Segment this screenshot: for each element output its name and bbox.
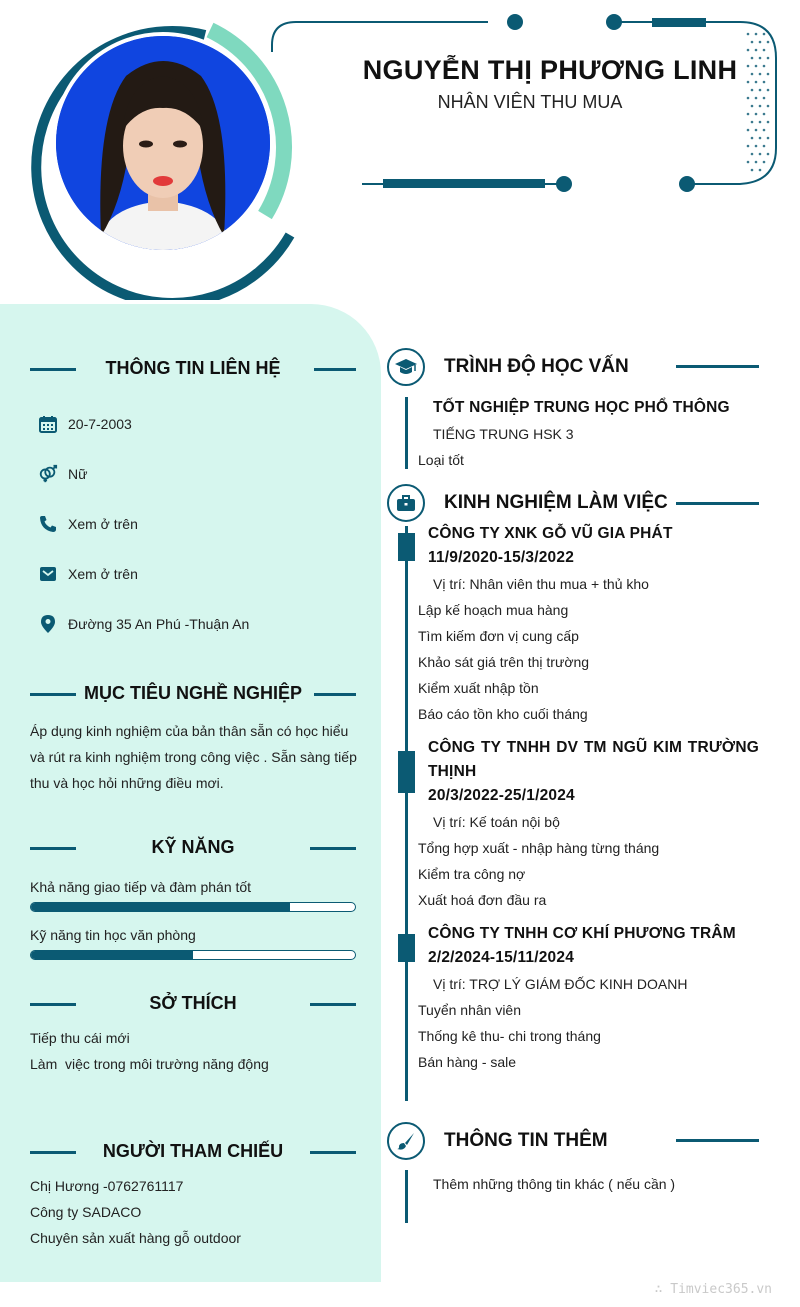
reference-item: Chị Hương -0762761117 bbox=[30, 1178, 184, 1194]
contact-email bbox=[38, 562, 138, 586]
contact-address bbox=[38, 612, 249, 636]
divider-line bbox=[310, 847, 356, 850]
job-period: 11/9/2020-15/3/2022 bbox=[428, 549, 575, 566]
watermark: ∴ Timviec365.vn bbox=[654, 1282, 772, 1297]
contact-gender bbox=[38, 462, 87, 486]
divider-line bbox=[314, 368, 356, 371]
job-task: Tổng hợp xuất - nhập hàng từng tháng bbox=[418, 840, 660, 856]
job-company: CÔNG TY TNHH CƠ KHÍ PHƯƠNG TRÂM bbox=[428, 925, 736, 942]
education-grade: Loại tốt bbox=[418, 452, 464, 468]
education-major: TIẾNG TRUNG HSK 3 bbox=[433, 426, 574, 442]
contact-text: Nữ bbox=[68, 466, 88, 482]
contact-text: Xem ở trên bbox=[68, 566, 138, 582]
skill-bar bbox=[30, 950, 356, 960]
education-title: TRÌNH ĐỘ HỌC VẤN bbox=[444, 356, 629, 377]
gender-icon bbox=[38, 464, 58, 484]
hobby-item: Làm việc trong môi trường năng động bbox=[30, 1056, 269, 1072]
divider-line bbox=[676, 1139, 759, 1142]
paintbrush-icon bbox=[387, 1122, 425, 1160]
watermark-text: Timviec365.vn bbox=[670, 1282, 772, 1297]
contact-phone bbox=[38, 512, 138, 536]
hobbies-title: SỞ THÍCH bbox=[149, 993, 237, 1013]
job-task: Thống kê thu- chi trong tháng bbox=[418, 1028, 601, 1044]
objective-title: MỤC TIÊU NGHỀ NGHIỆP bbox=[83, 683, 302, 703]
reference-item: Công ty SADACO bbox=[30, 1204, 142, 1220]
job-period: 2/2/2024-15/11/2024 bbox=[428, 949, 575, 966]
skill-label: Khả năng giao tiếp và đàm phán tốt bbox=[30, 879, 252, 895]
briefcase-icon bbox=[387, 484, 425, 522]
extra-title: THÔNG TIN THÊM bbox=[444, 1130, 608, 1151]
contact-text: 20-7-2003 bbox=[68, 416, 132, 432]
divider-line bbox=[676, 365, 759, 368]
objective-line: thu và học hỏi những điều mơi. bbox=[30, 775, 224, 791]
portrait-image bbox=[56, 36, 270, 250]
job-period: 20/3/2022-25/1/2024 bbox=[428, 787, 575, 804]
skill-bar-fill bbox=[31, 951, 193, 959]
email-icon bbox=[38, 564, 58, 584]
timeline-marker bbox=[398, 934, 415, 962]
references-title: NGƯỜI THAM CHIẾU bbox=[102, 1141, 284, 1161]
education-school: TỐT NGHIỆP TRUNG HỌC PHỔ THÔNG bbox=[433, 399, 730, 416]
divider-line bbox=[310, 1003, 356, 1006]
job-task: Kiểm tra công nợ bbox=[418, 866, 526, 882]
reference-item: Chuyên sản xuất hàng gỗ outdoor bbox=[30, 1230, 241, 1246]
divider-line bbox=[314, 693, 356, 696]
calendar-icon bbox=[38, 414, 58, 434]
job-task: Xuất hoá đơn đầu ra bbox=[418, 892, 547, 908]
divider-line bbox=[30, 1003, 76, 1006]
extra-text: Thêm những thông tin khác ( nếu cần ) bbox=[433, 1176, 676, 1192]
objective-line: và rút ra kinh nghiệm trong công việc . Sẵn sàng tiếp bbox=[30, 749, 357, 765]
job-task: Lập kế hoạch mua hàng bbox=[418, 602, 569, 618]
divider-line bbox=[310, 1151, 356, 1154]
contact-birthday bbox=[38, 412, 132, 436]
candidate-name: NGUYỄN THỊ PHƯƠNG LINH bbox=[362, 55, 738, 85]
skill-bar-fill bbox=[31, 903, 290, 911]
job-task: Tìm kiếm đơn vị cung cấp bbox=[418, 628, 579, 644]
objective-line: Áp dụng kinh nghiệm của bản thân sẵn có học hiểu bbox=[30, 723, 349, 739]
job-task: Khảo sát giá trên thị trường bbox=[418, 654, 590, 670]
timeline-line bbox=[405, 397, 408, 469]
graduation-cap-icon bbox=[387, 348, 425, 386]
divider-line bbox=[30, 847, 76, 850]
job-title: NHÂN VIÊN THU MUA bbox=[437, 92, 623, 112]
objective-text bbox=[30, 718, 370, 796]
job-position: Vị trí: TRỢ LÝ GIÁM ĐỐC KINH DOANH bbox=[433, 976, 688, 992]
divider-line bbox=[30, 368, 76, 371]
skill-bar bbox=[30, 902, 356, 912]
job-task: Tuyển nhân viên bbox=[418, 1002, 521, 1018]
divider-line bbox=[30, 1151, 76, 1154]
divider-line bbox=[30, 693, 76, 696]
contact-text: Đường 35 An Phú -Thuận An bbox=[68, 616, 250, 632]
timeline-line bbox=[405, 526, 408, 1101]
divider-line bbox=[676, 502, 759, 505]
job-position: Vị trí: Kế toán nội bộ bbox=[433, 814, 560, 830]
job-position: Vị trí: Nhân viên thu mua + thủ kho bbox=[433, 576, 649, 592]
job-task: Kiểm xuất nhập tồn bbox=[418, 680, 539, 696]
contact-text: Xem ở trên bbox=[68, 516, 138, 532]
timeline-line bbox=[405, 1170, 408, 1223]
skill-label: Kỹ năng tin học văn phòng bbox=[30, 927, 196, 943]
location-icon bbox=[38, 614, 58, 634]
timeline-marker bbox=[398, 533, 415, 561]
timeline-marker bbox=[398, 751, 415, 793]
contact-title: THÔNG TIN LIÊN HỆ bbox=[105, 358, 281, 378]
job-company: CÔNG TY XNK GỖ VŨ GIA PHÁT bbox=[428, 525, 673, 542]
job-task: Bán hàng - sale bbox=[418, 1054, 517, 1070]
experience-title: KINH NGHIỆM LÀM VIỆC bbox=[444, 492, 668, 513]
job-company: THỊNH bbox=[428, 763, 477, 780]
hobby-item: Tiếp thu cái mới bbox=[30, 1030, 130, 1046]
job-task: Báo cáo tồn kho cuối tháng bbox=[418, 706, 588, 722]
job-company: CÔNG TY TNHH DV TM NGŨ KIM TRƯỜNG bbox=[428, 739, 759, 756]
phone-icon bbox=[38, 514, 58, 534]
avatar bbox=[52, 32, 274, 254]
skills-title: KỸ NĂNG bbox=[151, 837, 235, 857]
